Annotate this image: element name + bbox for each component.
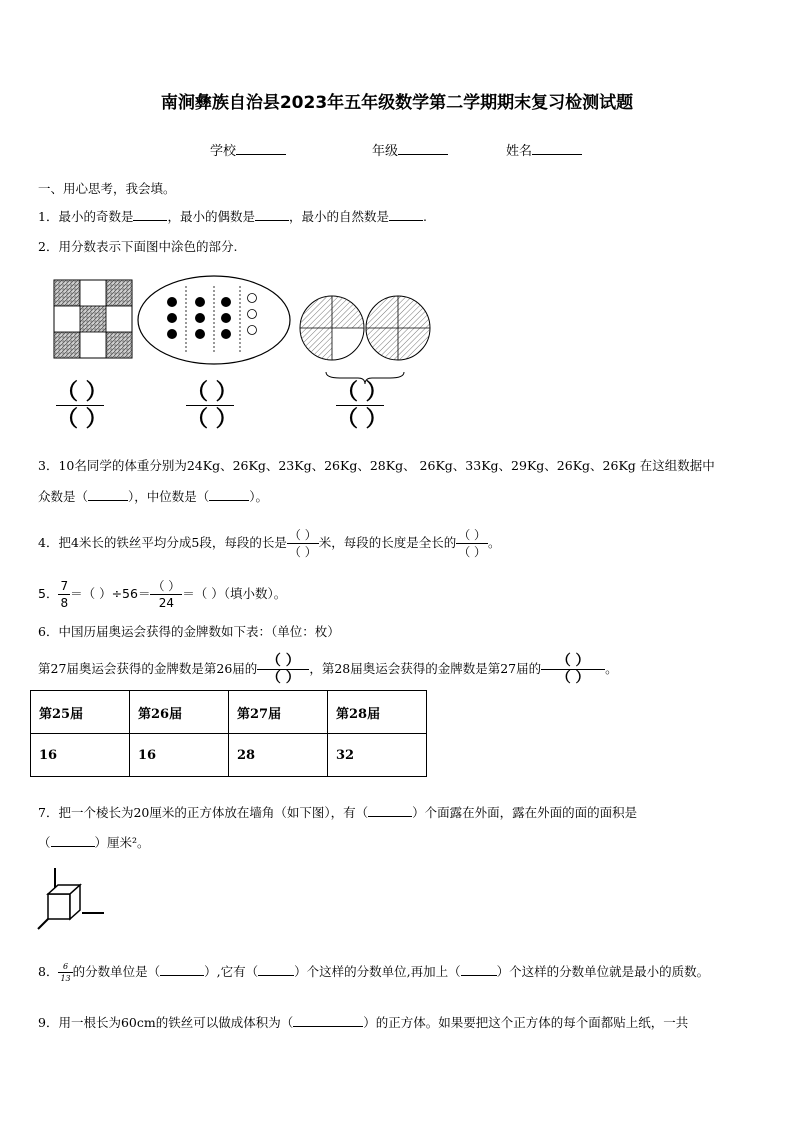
- dots-ellipse-figure: [138, 276, 290, 364]
- question-7-line-2: （ ）厘米²。: [38, 832, 150, 852]
- table-cell: 第25届: [31, 691, 130, 734]
- table-cell: 第28届: [328, 691, 427, 734]
- question-1: 1．最小的奇数是 ，最小的偶数是 ，最小的自然数是 .: [38, 206, 427, 226]
- table-cell: 16: [31, 734, 130, 777]
- q1-blank-b[interactable]: [255, 206, 289, 221]
- q7-faces-blank[interactable]: [368, 802, 412, 817]
- q1-blank-c[interactable]: [389, 206, 423, 221]
- question-8: 8． $\frac{6}{13}$ 的分数单位是（ ）,它有（ ）个这样的分数单位,再加上（ ）个这样的分数单位就是最小的质数。: [38, 962, 710, 983]
- q1-blank-a[interactable]: [133, 206, 167, 221]
- question-3-line-1: 3．10名同学的体重分别为24Kg、26Kg、23Kg、26Kg、28Kg、 26Kg、33Kg、29Kg、26Kg、26Kg 在这组数据中: [38, 458, 715, 473]
- q6-fraction-b[interactable]: $\frac{( )}{( )}$: [541, 654, 605, 685]
- table-cell: 28: [229, 734, 328, 777]
- quartered-circles-figure: [300, 296, 430, 384]
- shaded-grid-figure: [54, 280, 132, 358]
- table-cell: 第27届: [229, 691, 328, 734]
- q9-volume-blank[interactable]: [293, 1012, 363, 1027]
- question-9: 9．用一根长为60cm的铁丝可以做成体积为（ ）的正方体。如果要把这个正方体的每个面都贴上纸，一共: [38, 1012, 688, 1032]
- q8-add-blank[interactable]: [461, 961, 497, 976]
- q6-fraction-a[interactable]: $\frac{( )}{( )}$: [257, 654, 309, 685]
- q2-fraction-3[interactable]: （ ） （ ）: [336, 379, 388, 432]
- q8-unit-blank[interactable]: [160, 961, 204, 976]
- name-label: 姓名: [506, 144, 533, 159]
- question-5: 5． $\frac{7}{8}$ ＝（ ）÷56＝ $\frac{( )}{24}$ ＝（ ）（填小数）。: [38, 579, 287, 610]
- school-field[interactable]: [210, 140, 286, 159]
- name-field[interactable]: [506, 140, 582, 159]
- cube-in-corner-diagram: [36, 866, 108, 932]
- table-row: [31, 734, 427, 777]
- name-blank[interactable]: [532, 140, 582, 155]
- question-2: 2．用分数表示下面图中涂色的部分.: [38, 239, 238, 254]
- q7-area-blank[interactable]: [51, 832, 95, 847]
- q2-fraction-2[interactable]: （ ） （ ）: [186, 379, 238, 432]
- table-header-row: [31, 691, 427, 734]
- q8-count-blank[interactable]: [258, 961, 294, 976]
- question-4: 4．把4米长的铁丝平均分成5段，每段的长是 $\frac{( )}{( )}$ 米，每段的长度是全长的 $\frac{( )}{( )}$ 。: [38, 528, 501, 559]
- q5-fraction-x-24[interactable]: $\frac{( )}{24}$: [152, 579, 181, 610]
- grade-label: 年级: [372, 144, 399, 159]
- table-cell: 第26届: [130, 691, 229, 734]
- q3-median-blank[interactable]: [209, 486, 249, 501]
- school-blank[interactable]: [236, 140, 286, 155]
- q5-fraction-7-8: $\frac{7}{8}$: [60, 579, 69, 610]
- section-heading: 一、用心思考，我会填。: [38, 181, 176, 196]
- q4-fraction-a[interactable]: $\frac{( )}{( )}$: [288, 528, 317, 559]
- table-cell: 16: [130, 734, 229, 777]
- question-7: 7．把一个棱长为20厘米的正方体放在墙角（如下图），有（ ）个面露在外面，露在外面的面的面积是: [38, 802, 637, 822]
- q8-fraction-6-13: $\frac{6}{13}$: [60, 962, 71, 983]
- q4-fraction-b[interactable]: $\frac{( )}{( )}$: [458, 528, 487, 559]
- question-6: 6．中国历届奥运会获得的金牌数如下表：（单位：枚）: [38, 624, 340, 639]
- q3-mode-blank[interactable]: [88, 486, 128, 501]
- question-6-line-2: 第27届奥运会获得的金牌数是第26届的 $\frac{( )}{( )}$ ，第28届奥运会获得的金牌数是第27届的 $\frac{( )}{( )}$ 。: [38, 653, 618, 686]
- medals-table: [30, 690, 427, 777]
- page-title: 南涧彝族自治县2023年五年级数学第二学期期末复习检测试题: [160, 93, 634, 113]
- grade-field[interactable]: [372, 140, 448, 159]
- question-3-line-2: 众数是（ ），中位数是（ ）。: [38, 486, 268, 506]
- table-cell: 32: [328, 734, 427, 777]
- grade-blank[interactable]: [398, 140, 448, 155]
- q2-fraction-1[interactable]: （ ） （ ）: [56, 379, 108, 432]
- school-label: 学校: [210, 144, 237, 159]
